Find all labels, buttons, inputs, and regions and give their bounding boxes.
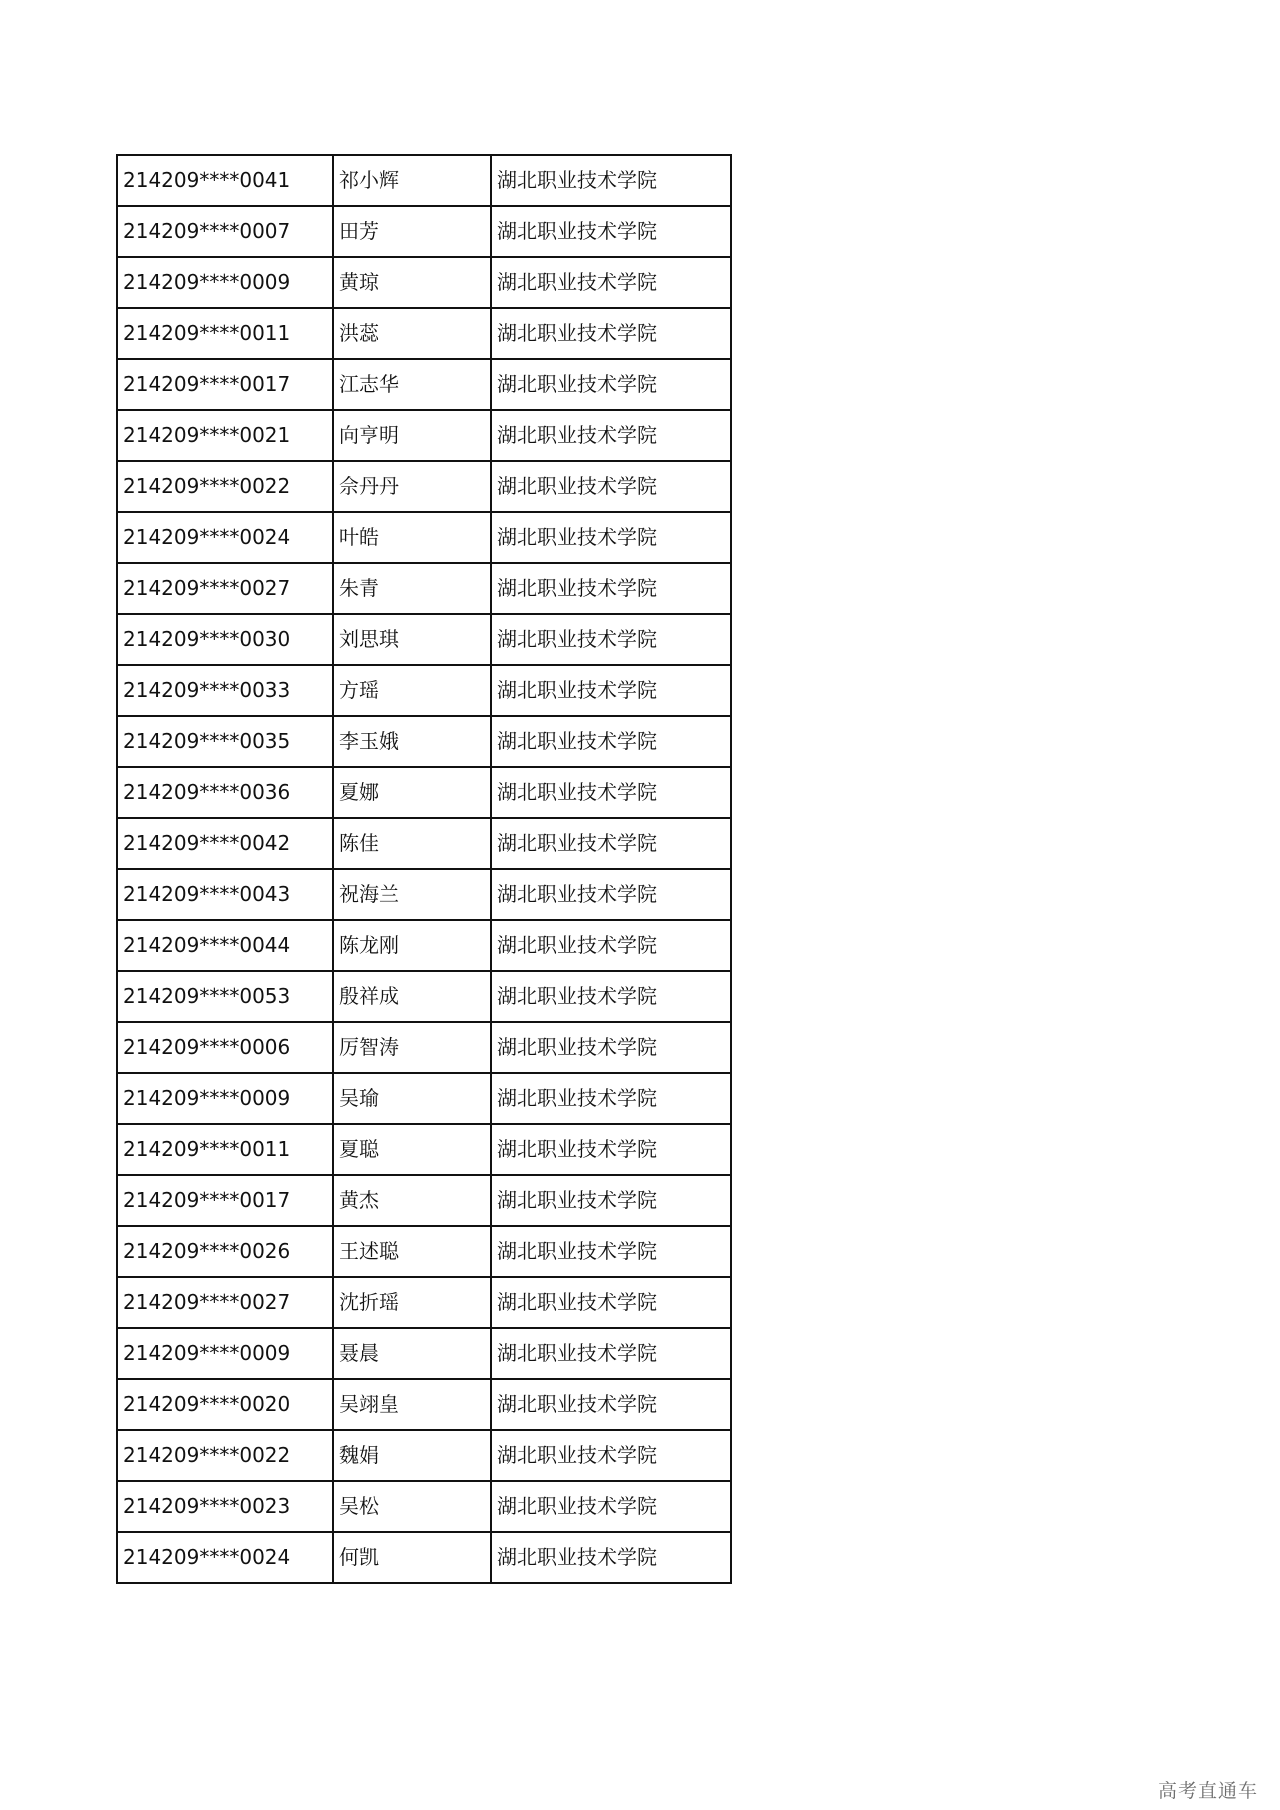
table-row bbox=[117, 1328, 731, 1379]
table-row bbox=[117, 461, 731, 512]
cell-school: 湖北职业技术学院 bbox=[491, 920, 731, 971]
cell-name: 魏娟 bbox=[333, 1430, 491, 1481]
table-row bbox=[117, 869, 731, 920]
table-row bbox=[117, 1226, 731, 1277]
cell-name: 方瑶 bbox=[333, 665, 491, 716]
cell-school: 湖北职业技术学院 bbox=[491, 971, 731, 1022]
table-row bbox=[117, 1124, 731, 1175]
cell-school: 湖北职业技术学院 bbox=[491, 1226, 731, 1277]
cell-name: 何凯 bbox=[333, 1532, 491, 1583]
cell-name: 李玉娥 bbox=[333, 716, 491, 767]
cell-school: 湖北职业技术学院 bbox=[491, 1073, 731, 1124]
cell-candidate-id: 214209****0009 bbox=[117, 257, 333, 308]
table-row bbox=[117, 767, 731, 818]
cell-school: 湖北职业技术学院 bbox=[491, 461, 731, 512]
cell-candidate-id: 214209****0036 bbox=[117, 767, 333, 818]
cell-school: 湖北职业技术学院 bbox=[491, 716, 731, 767]
table-row bbox=[117, 359, 731, 410]
table-row bbox=[117, 1532, 731, 1583]
cell-name: 向亨明 bbox=[333, 410, 491, 461]
cell-name: 朱青 bbox=[333, 563, 491, 614]
cell-candidate-id: 214209****0017 bbox=[117, 1175, 333, 1226]
cell-school: 湖北职业技术学院 bbox=[491, 1022, 731, 1073]
cell-candidate-id: 214209****0022 bbox=[117, 461, 333, 512]
cell-school: 湖北职业技术学院 bbox=[491, 1277, 731, 1328]
cell-name: 江志华 bbox=[333, 359, 491, 410]
cell-candidate-id: 214209****0024 bbox=[117, 512, 333, 563]
table-row bbox=[117, 512, 731, 563]
cell-name: 黄杰 bbox=[333, 1175, 491, 1226]
cell-candidate-id: 214209****0006 bbox=[117, 1022, 333, 1073]
cell-candidate-id: 214209****0022 bbox=[117, 1430, 333, 1481]
table-row bbox=[117, 818, 731, 869]
cell-school: 湖北职业技术学院 bbox=[491, 512, 731, 563]
cell-candidate-id: 214209****0035 bbox=[117, 716, 333, 767]
cell-candidate-id: 214209****0027 bbox=[117, 563, 333, 614]
cell-candidate-id: 214209****0044 bbox=[117, 920, 333, 971]
table-row bbox=[117, 971, 731, 1022]
cell-candidate-id: 214209****0030 bbox=[117, 614, 333, 665]
cell-candidate-id: 214209****0020 bbox=[117, 1379, 333, 1430]
cell-name: 黄琼 bbox=[333, 257, 491, 308]
table-row bbox=[117, 1073, 731, 1124]
table-row bbox=[117, 206, 731, 257]
cell-name: 夏聪 bbox=[333, 1124, 491, 1175]
table-row bbox=[117, 614, 731, 665]
cell-school: 湖北职业技术学院 bbox=[491, 869, 731, 920]
roster-table bbox=[116, 154, 732, 1584]
table-row bbox=[117, 563, 731, 614]
cell-school: 湖北职业技术学院 bbox=[491, 1430, 731, 1481]
cell-name: 厉智涛 bbox=[333, 1022, 491, 1073]
table-row bbox=[117, 665, 731, 716]
cell-school: 湖北职业技术学院 bbox=[491, 206, 731, 257]
roster-table-body bbox=[117, 155, 731, 1583]
cell-name: 祁小辉 bbox=[333, 155, 491, 206]
cell-name: 陈佳 bbox=[333, 818, 491, 869]
cell-school: 湖北职业技术学院 bbox=[491, 257, 731, 308]
cell-candidate-id: 214209****0033 bbox=[117, 665, 333, 716]
cell-name: 祝海兰 bbox=[333, 869, 491, 920]
cell-name: 聂晨 bbox=[333, 1328, 491, 1379]
cell-candidate-id: 214209****0043 bbox=[117, 869, 333, 920]
table-row bbox=[117, 716, 731, 767]
table-row bbox=[117, 1277, 731, 1328]
cell-name: 夏娜 bbox=[333, 767, 491, 818]
cell-school: 湖北职业技术学院 bbox=[491, 614, 731, 665]
table-row bbox=[117, 1175, 731, 1226]
cell-school: 湖北职业技术学院 bbox=[491, 1175, 731, 1226]
cell-name: 洪蕊 bbox=[333, 308, 491, 359]
cell-candidate-id: 214209****0023 bbox=[117, 1481, 333, 1532]
cell-school: 湖北职业技术学院 bbox=[491, 1124, 731, 1175]
cell-name: 田芳 bbox=[333, 206, 491, 257]
cell-school: 湖北职业技术学院 bbox=[491, 563, 731, 614]
cell-name: 吴瑜 bbox=[333, 1073, 491, 1124]
cell-candidate-id: 214209****0011 bbox=[117, 1124, 333, 1175]
cell-name: 殷祥成 bbox=[333, 971, 491, 1022]
cell-candidate-id: 214209****0007 bbox=[117, 206, 333, 257]
table-row bbox=[117, 920, 731, 971]
table-row bbox=[117, 1022, 731, 1073]
table-row bbox=[117, 1430, 731, 1481]
cell-candidate-id: 214209****0009 bbox=[117, 1328, 333, 1379]
cell-school: 湖北职业技术学院 bbox=[491, 665, 731, 716]
cell-school: 湖北职业技术学院 bbox=[491, 1481, 731, 1532]
cell-school: 湖北职业技术学院 bbox=[491, 359, 731, 410]
cell-candidate-id: 214209****0009 bbox=[117, 1073, 333, 1124]
table-row bbox=[117, 1379, 731, 1430]
cell-candidate-id: 214209****0026 bbox=[117, 1226, 333, 1277]
cell-name: 陈龙刚 bbox=[333, 920, 491, 971]
cell-candidate-id: 214209****0011 bbox=[117, 308, 333, 359]
cell-candidate-id: 214209****0021 bbox=[117, 410, 333, 461]
cell-candidate-id: 214209****0041 bbox=[117, 155, 333, 206]
cell-name: 吴松 bbox=[333, 1481, 491, 1532]
cell-school: 湖北职业技术学院 bbox=[491, 155, 731, 206]
cell-school: 湖北职业技术学院 bbox=[491, 1532, 731, 1583]
table-row bbox=[117, 410, 731, 461]
cell-name: 沈折瑶 bbox=[333, 1277, 491, 1328]
cell-name: 佘丹丹 bbox=[333, 461, 491, 512]
cell-school: 湖北职业技术学院 bbox=[491, 818, 731, 869]
cell-candidate-id: 214209****0042 bbox=[117, 818, 333, 869]
cell-school: 湖北职业技术学院 bbox=[491, 308, 731, 359]
cell-name: 叶皓 bbox=[333, 512, 491, 563]
cell-name: 吴翊皇 bbox=[333, 1379, 491, 1430]
cell-name: 王述聪 bbox=[333, 1226, 491, 1277]
cell-candidate-id: 214209****0027 bbox=[117, 1277, 333, 1328]
watermark: 高考直通车 bbox=[1157, 1780, 1258, 1802]
cell-school: 湖北职业技术学院 bbox=[491, 1328, 731, 1379]
cell-school: 湖北职业技术学院 bbox=[491, 410, 731, 461]
cell-school: 湖北职业技术学院 bbox=[491, 1379, 731, 1430]
cell-candidate-id: 214209****0024 bbox=[117, 1532, 333, 1583]
cell-candidate-id: 214209****0017 bbox=[117, 359, 333, 410]
table-row bbox=[117, 257, 731, 308]
cell-candidate-id: 214209****0053 bbox=[117, 971, 333, 1022]
table-row bbox=[117, 1481, 731, 1532]
table-row bbox=[117, 308, 731, 359]
cell-school: 湖北职业技术学院 bbox=[491, 767, 731, 818]
table-row bbox=[117, 155, 731, 206]
cell-name: 刘思琪 bbox=[333, 614, 491, 665]
